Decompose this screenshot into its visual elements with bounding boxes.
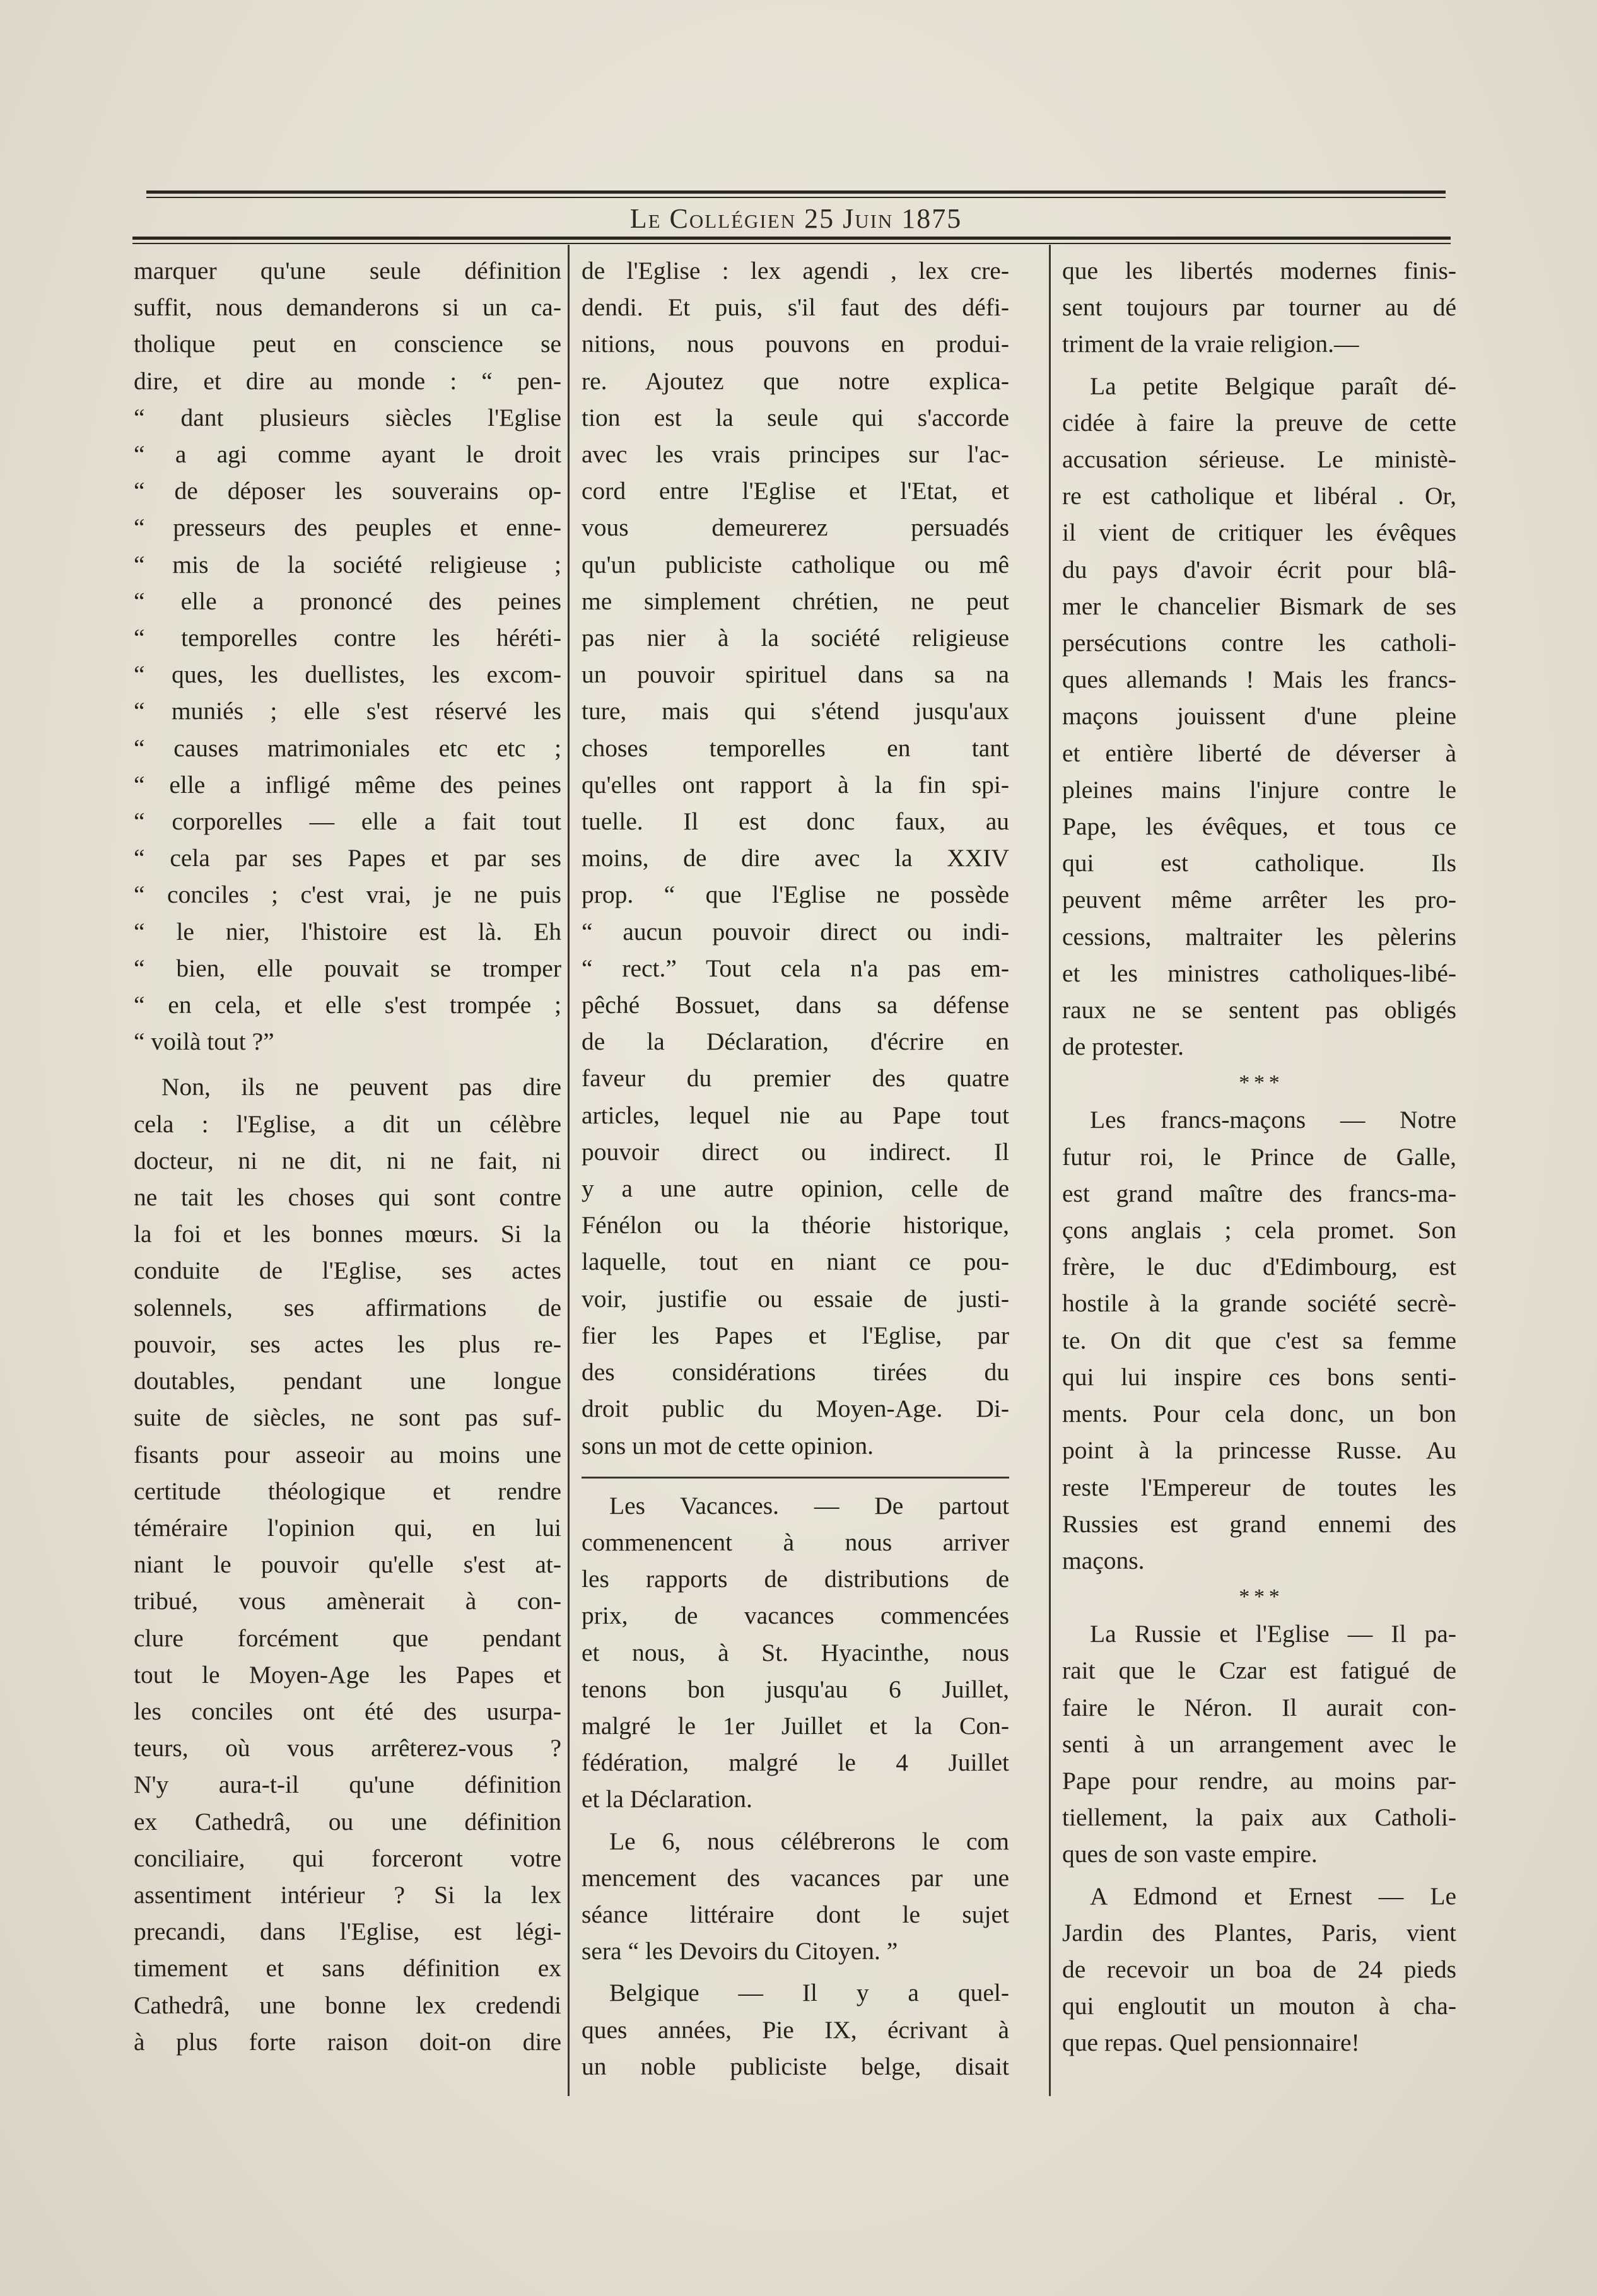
- text-line: “ bien, elle pouvait se tromper: [134, 954, 561, 982]
- text-line: La Russie et l'Eglise — Il pa-: [1090, 1620, 1456, 1648]
- text-line: Les Vacances. — De partout: [609, 1491, 1009, 1520]
- text-line: “ cela par ses Papes et par ses: [134, 844, 561, 872]
- text-line: Russies est grand ennemi des: [1062, 1509, 1456, 1538]
- text-line: voir, justifie ou essaie de justi-: [582, 1284, 1009, 1313]
- text-line: dire, et dire au monde : “ pen-: [134, 366, 561, 395]
- text-line: conciliaire, qui forceront votre: [134, 1844, 561, 1872]
- text-line: de la Déclaration, d'écrire en: [582, 1028, 1009, 1056]
- top-rule: [146, 190, 1446, 194]
- text-line: de recevoir un boa de 24 pieds: [1062, 1955, 1456, 1983]
- text-line: me simplement chrétien, ne peut: [582, 587, 1009, 615]
- text-line: prix, de vacances commencées: [582, 1602, 1009, 1630]
- text-line: “ temporelles contre les héréti-: [134, 624, 561, 652]
- top-rule-thin: [146, 197, 1446, 198]
- text-line: cela : l'Eglise, a dit un célèbre: [134, 1110, 561, 1138]
- text-line: qu'elles ont rapport à la fin spi-: [582, 770, 1009, 799]
- news-item-vacances: [582, 1487, 1009, 1818]
- text-line: maçons.: [1062, 1546, 1145, 1574]
- text-line: les rapports de distributions de: [582, 1565, 1009, 1593]
- text-line: fédération, malgré le 4 Juillet: [582, 1748, 1009, 1777]
- text-line: est grand maître des francs-ma-: [1062, 1179, 1456, 1207]
- news-item-seance: [582, 1823, 1009, 1970]
- text-line: Cathedrâ, une bonne lex credendi: [134, 1991, 561, 2019]
- column-divider: [568, 245, 570, 2096]
- article-continuation: [1062, 252, 1456, 363]
- text-line: faveur du premier des quatre: [582, 1064, 1009, 1092]
- text-line: re est catholique et libéral . Or,: [1062, 482, 1456, 510]
- text-line: “ en cela, et elle s'est trompée ;: [134, 991, 561, 1019]
- text-line: point à la princesse Russe. Au: [1062, 1436, 1456, 1465]
- text-line: “ presseurs des peuples et enne-: [134, 513, 561, 542]
- text-line: Pape, les évêques, et tous ce: [1062, 812, 1456, 841]
- text-line: “ ques, les duellistes, les excom-: [134, 660, 561, 689]
- text-line: tribué, vous amènerait à con-: [134, 1587, 561, 1615]
- text-line: que les libertés modernes finis-: [1062, 257, 1456, 284]
- text-line: “ conciles ; c'est vrai, je ne puis: [134, 881, 561, 909]
- text-line: frère, le duc d'Edimbourg, est: [1062, 1253, 1456, 1281]
- text-line: maçons jouissent d'une pleine: [1062, 702, 1456, 730]
- text-line: precandi, dans l'Eglise, est légi-: [134, 1918, 561, 1946]
- text-line: tenons bon jusqu'au 6 Juillet,: [582, 1675, 1009, 1703]
- text-line: ques années, Pie IX, écrivant à: [582, 2015, 1009, 2044]
- text-line: docteur, ni ne dit, ni ne fait, ni: [134, 1146, 561, 1174]
- text-line: Fénélon ou la théorie historique,: [582, 1211, 1009, 1239]
- text-line: “ voilà tout ?”: [134, 1028, 274, 1056]
- text-line: “ causes matrimoniales etc etc ;: [134, 734, 561, 762]
- text-line: cessions, maltraiter les pèlerins: [1062, 922, 1456, 951]
- article-continuation: [134, 252, 561, 1060]
- text-line: Belgique — Il y a quel-: [609, 1979, 1009, 2007]
- text-line: solennels, ses affirmations de: [134, 1293, 561, 1321]
- text-line: moins, de dire avec la XXIV: [582, 844, 1009, 872]
- article-continuation: [582, 252, 1009, 1464]
- text-line: du pays d'avoir écrit pour blâ-: [1062, 555, 1456, 583]
- text-line: articles, lequel nie au Pape tout: [582, 1101, 1009, 1129]
- text-line: et nous, à St. Hyacinthe, nous: [582, 1638, 1009, 1666]
- asterism-divider: * * *: [1239, 1071, 1280, 1095]
- column-3: [1062, 252, 1456, 2094]
- text-line: doutables, pendant une longue: [134, 1367, 561, 1395]
- text-line: de l'Eglise : lex agendi , lex cre-: [582, 257, 1009, 284]
- text-line: sera “ les Devoirs du Citoyen. ”: [582, 1937, 898, 1965]
- text-line: “ corporelles — elle a fait tout: [134, 807, 561, 836]
- text-line: un pouvoir spirituel dans sa na: [582, 660, 1009, 689]
- text-line: pouvoir, ses actes les plus re-: [134, 1330, 561, 1358]
- text-line: suite de siècles, ne sont pas suf-: [134, 1403, 561, 1432]
- text-line: malgré le 1er Juillet et la Con-: [582, 1711, 1009, 1740]
- text-line: téméraire l'opinion qui, en lui: [134, 1513, 561, 1542]
- text-line: peuvent même arrêter les pro-: [1062, 886, 1456, 914]
- text-line: ex Cathedrâ, ou une définition: [134, 1807, 561, 1836]
- text-line: “ a agi comme ayant le droit: [134, 440, 561, 469]
- text-line: conduite de l'Eglise, ses actes: [134, 1256, 561, 1285]
- text-line: fier les Papes et l'Eglise, par: [582, 1321, 1009, 1349]
- text-line: Pape pour rendre, au moins par-: [1062, 1766, 1456, 1795]
- text-line: assentiment intérieur ? Si la lex: [134, 1880, 561, 1909]
- text-line: la foi et les bonnes mœurs. Si la: [134, 1220, 561, 1248]
- text-line: il vient de critiquer les évêques: [1062, 518, 1456, 547]
- header-title: Le Collégien 25 Juin 1875: [629, 202, 962, 234]
- text-line: commenencent à nous arriver: [582, 1528, 1009, 1556]
- news-item-petite-belgique: [1062, 368, 1456, 1065]
- text-line: qui est catholique. Ils: [1062, 849, 1456, 877]
- text-line: ne tait les choses qui sont contre: [134, 1183, 561, 1212]
- text-line: Les francs-maçons — Notre: [1090, 1106, 1456, 1134]
- text-line: ture, mais qui s'étend jusqu'aux: [582, 697, 1009, 725]
- section-divider: [582, 1477, 1009, 1479]
- text-line: certitude théologique et rendre: [134, 1477, 561, 1505]
- text-line: ments. Pour cela donc, un bon: [1062, 1400, 1456, 1428]
- text-line: qui engloutit un mouton à cha-: [1062, 1992, 1456, 2020]
- text-line: “ de déposer les souverains op-: [134, 477, 561, 505]
- text-line: à plus forte raison doit-on dire: [134, 2027, 561, 2056]
- text-line: Non, ils ne peuvent pas dire: [161, 1073, 561, 1101]
- text-line: re. Ajoutez que notre explica-: [582, 366, 1009, 395]
- news-item-belgique: [582, 1974, 1009, 2085]
- text-line: choses temporelles en tant: [582, 734, 1009, 762]
- header-rule-thin: [132, 243, 1451, 244]
- text-line: et entière liberté de déverser à: [1062, 739, 1456, 767]
- text-line: marquer qu'une seule définition: [134, 257, 561, 284]
- text-line: laquelle, tout en niant ce pou-: [582, 1248, 1009, 1276]
- text-line: nitions, nous pouvons en produi-: [582, 330, 1009, 358]
- text-line: pas nier à la société religieuse: [582, 624, 1009, 652]
- text-line: N'y aura-t-il qu'une définition: [134, 1771, 561, 1799]
- text-line: séance littéraire dont le sujet: [582, 1900, 1009, 1928]
- text-line: ques allemands ! Mais les francs-: [1062, 665, 1456, 694]
- asterism-divider: * * *: [1239, 1585, 1280, 1609]
- text-line: “ elle a prononcé des peines: [134, 587, 561, 615]
- text-line: fisants pour asseoir au moins une: [134, 1440, 561, 1468]
- text-line: “ dant plusieurs siècles l'Eglise: [134, 403, 561, 431]
- text-line: y a une autre opinion, celle de: [582, 1174, 1009, 1203]
- column-1: [134, 252, 561, 2094]
- text-line: mer le chancelier Bismark de ses: [1062, 592, 1456, 620]
- header-rule: [132, 237, 1451, 240]
- text-line: te. On dit que c'est sa femme: [1062, 1326, 1456, 1354]
- article-paragraph: [134, 1069, 561, 2059]
- text-line: pleines mains l'injure contre le: [1062, 775, 1456, 804]
- text-line: La petite Belgique paraît dé-: [1090, 372, 1456, 400]
- text-line: timement et sans définition ex: [134, 1954, 561, 1983]
- text-line: des considérations tirées du: [582, 1358, 1009, 1386]
- text-line: avec les vrais principes sur l'ac-: [582, 440, 1009, 469]
- text-line: ques de son vaste empire.: [1062, 1840, 1318, 1868]
- text-line: “ rect.” Tout cela n'a pas em-: [582, 954, 1009, 982]
- text-line: Le 6, nous célébrerons le com: [609, 1827, 1009, 1855]
- text-line: droit public du Moyen-Age. Di-: [582, 1395, 1009, 1423]
- text-line: hostile à la grande société secrè-: [1062, 1289, 1456, 1318]
- text-line: sent toujours par tourner au dé: [1062, 293, 1456, 322]
- text-line: tuelle. Il est donc faux, au: [582, 807, 1009, 836]
- text-line: “ elle a infligé même des peines: [134, 770, 561, 799]
- text-line: çons anglais ; cela promet. Son: [1062, 1216, 1456, 1245]
- text-line: tout le Moyen-Age les Papes et: [134, 1660, 561, 1689]
- text-line: “ muniés ; elle s'est réservé les: [134, 697, 561, 725]
- text-line: qui lui inspire ces bons senti-: [1062, 1362, 1456, 1391]
- text-line: vous demeurerez persuadés: [582, 513, 1009, 542]
- text-line: raux ne se sentent pas obligés: [1062, 996, 1456, 1024]
- text-line: reste l'Empereur de toutes les: [1062, 1473, 1456, 1501]
- column-divider: [1049, 245, 1051, 2096]
- text-line: prop. “ que l'Eglise ne possède: [582, 881, 1009, 909]
- text-line: accusation sérieuse. Le ministè-: [1062, 445, 1456, 474]
- text-line: cord entre l'Eglise et l'Etat, et: [582, 477, 1009, 505]
- text-line: A Edmond et Ernest — Le: [1090, 1882, 1456, 1910]
- text-line: tion est la seule qui s'accorde: [582, 403, 1009, 431]
- text-line: “ le nier, l'histoire est là. Eh: [134, 917, 561, 946]
- column-2: [582, 252, 1009, 2094]
- news-item-russie: [1062, 1615, 1456, 1872]
- text-line: faire le Néron. Il aurait con-: [1062, 1693, 1456, 1721]
- text-line: niant le pouvoir qu'elle s'est at-: [134, 1550, 561, 1579]
- text-line: de protester.: [1062, 1033, 1185, 1061]
- text-line: pêché Bossuet, dans sa défense: [582, 991, 1009, 1019]
- text-line: tiellement, la paix aux Catholi-: [1062, 1803, 1456, 1832]
- text-line: sons un mot de cette opinion.: [582, 1431, 874, 1460]
- text-line: senti à un arrangement avec le: [1062, 1730, 1456, 1758]
- text-line: teurs, où vous arrêterez-vous ?: [134, 1734, 561, 1762]
- news-item-francs-macons: [1062, 1101, 1456, 1579]
- news-item-jardin-des-plantes: [1062, 1878, 1456, 2061]
- text-line: dendi. Et puis, s'il faut des défi-: [582, 293, 1009, 322]
- text-line: et les ministres catholiques-libé-: [1062, 959, 1456, 987]
- text-line: les conciles ont été des usurpa-: [134, 1697, 561, 1725]
- text-line: “ aucun pouvoir direct ou indi-: [582, 917, 1009, 946]
- text-line: Jardin des Plantes, Paris, vient: [1062, 1918, 1456, 1947]
- text-line: cidée à faire la preuve de cette: [1062, 408, 1456, 436]
- text-line: qu'un publiciste catholique ou mê: [582, 550, 1009, 578]
- text-line: que repas. Quel pensionnaire!: [1062, 2029, 1360, 2057]
- text-line: et la Déclaration.: [582, 1785, 752, 1813]
- text-line: clure forcément que pendant: [134, 1624, 561, 1652]
- text-line: rait que le Czar est fatigué de: [1062, 1656, 1456, 1685]
- text-line: un noble publiciste belge, disait: [582, 2052, 1009, 2080]
- running-header: [146, 201, 1446, 236]
- text-line: “ mis de la société religieuse ;: [134, 550, 561, 578]
- text-line: triment de la vraie religion.—: [1062, 330, 1359, 358]
- text-line: pouvoir direct ou indirect. Il: [582, 1137, 1009, 1166]
- text-line: tholique peut en conscience se: [134, 330, 561, 358]
- text-line: futur roi, le Prince de Galle,: [1062, 1142, 1456, 1171]
- text-line: persécutions contre les catholi-: [1062, 629, 1456, 657]
- text-line: suffit, nous demanderons si un ca-: [134, 293, 561, 322]
- text-line: mencement des vacances par une: [582, 1863, 1009, 1892]
